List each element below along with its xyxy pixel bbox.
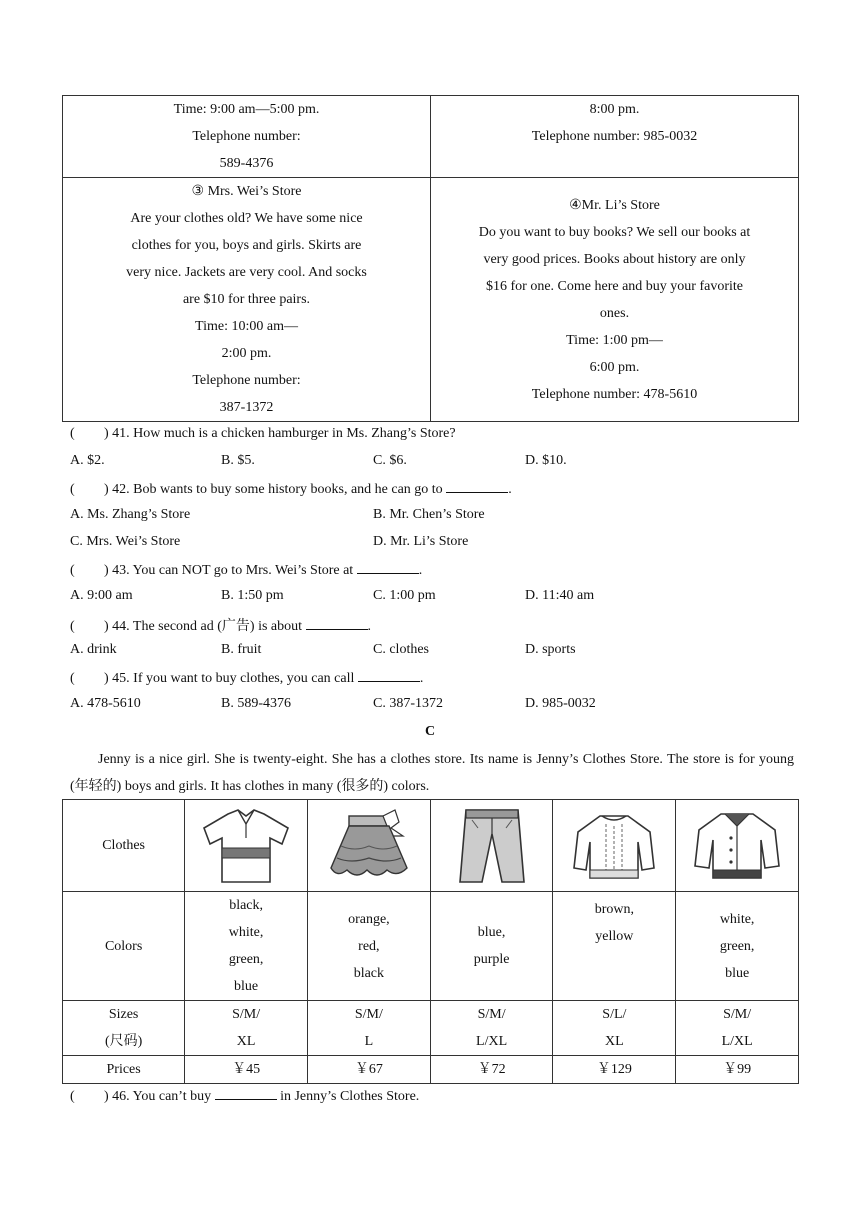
row-header-clothes: Clothes bbox=[63, 800, 185, 892]
sizes-cell bbox=[307, 1001, 430, 1056]
colors-cell bbox=[676, 892, 799, 1001]
answer-paren[interactable]: ( bbox=[70, 1089, 75, 1104]
ad-line: Time: 9:00 am—5:00 pm. bbox=[173, 102, 320, 117]
answer-paren[interactable]: ( bbox=[70, 563, 75, 578]
option-c[interactable]: C. $6. bbox=[373, 453, 407, 468]
price-cell: ￥67 bbox=[307, 1056, 430, 1084]
row-header-prices: Prices bbox=[63, 1056, 185, 1084]
answer-blank[interactable] bbox=[446, 480, 508, 493]
clothes-image-cell bbox=[185, 800, 308, 892]
size-line: L/XL bbox=[721, 1034, 753, 1049]
ad-line: ③ Mrs. Wei’s Store bbox=[191, 184, 302, 199]
question-44 bbox=[70, 615, 371, 635]
option-b[interactable]: B. fruit bbox=[221, 642, 262, 657]
ad-line: 6:00 pm. bbox=[589, 359, 640, 375]
answer-paren[interactable]: ( bbox=[70, 482, 75, 497]
row-header-sizes bbox=[63, 1001, 185, 1056]
pants-icon bbox=[431, 806, 553, 886]
color-item: yellow bbox=[595, 929, 634, 944]
question-43 bbox=[70, 561, 422, 579]
option-a[interactable]: A. $2. bbox=[70, 453, 105, 468]
ad-line: clothes for you, boys and girls. Skirts are bbox=[131, 238, 362, 253]
color-item: black, bbox=[229, 898, 264, 913]
ad-line: Time: 10:00 am— bbox=[195, 319, 298, 334]
ad-cell-mr-li bbox=[431, 178, 799, 422]
color-item: red, bbox=[358, 938, 380, 954]
ad-line: Telephone number: bbox=[192, 129, 301, 144]
ad-line: very good prices. Books about history are only bbox=[483, 251, 746, 267]
store-ads-table bbox=[62, 95, 799, 422]
size-line: XL bbox=[236, 1034, 256, 1049]
clothes-image-cell bbox=[553, 800, 676, 892]
ad-line: 387-1372 bbox=[219, 400, 274, 415]
ad-line: 8:00 pm. bbox=[589, 102, 640, 117]
option-c[interactable]: C. Mrs. Wei’s Store bbox=[70, 534, 181, 549]
option-d[interactable]: D. $10. bbox=[525, 453, 567, 468]
option-c[interactable]: C. 1:00 pm bbox=[373, 588, 436, 603]
size-line: S/L/ bbox=[602, 1007, 627, 1022]
size-line: L/XL bbox=[476, 1034, 508, 1049]
question-text-end: . bbox=[367, 619, 372, 634]
option-a[interactable]: A. drink bbox=[70, 642, 117, 657]
price-cell: ￥45 bbox=[185, 1056, 308, 1084]
ad-cell-ms-zhang-end bbox=[63, 96, 431, 178]
option-a[interactable]: A. Ms. Zhang’s Store bbox=[70, 507, 191, 522]
question-text: ) 45. If you want to buy clothes, you can call bbox=[104, 671, 358, 686]
colors-cell bbox=[553, 892, 676, 1001]
color-item: blue, bbox=[477, 925, 506, 940]
size-line: S/M/ bbox=[477, 1007, 506, 1022]
ad-line: are $10 for three pairs. bbox=[182, 292, 311, 307]
size-line: XL bbox=[605, 1034, 624, 1049]
option-d[interactable]: D. Mr. Li’s Store bbox=[373, 534, 469, 549]
price-cell: ￥129 bbox=[553, 1056, 676, 1084]
ad-cell-mrs-wei bbox=[63, 178, 431, 422]
ad-line: Telephone number: 985-0032 bbox=[531, 129, 698, 144]
passage-paragraph: Jenny is a nice girl. She is twenty-eight. She has a clothes store. Its name is Jenny’s Clothes Store. The store is for young (年轻的) boys and girls. It has clothes in many (很多的) colors. bbox=[70, 752, 794, 794]
answer-blank[interactable] bbox=[215, 1087, 277, 1100]
clothes-image-cell bbox=[676, 800, 799, 892]
option-d[interactable]: D. 985-0032 bbox=[525, 696, 596, 711]
row-header-colors: Colors bbox=[63, 892, 185, 1001]
question-text-end: . bbox=[419, 671, 424, 686]
option-b[interactable]: B. 589-4376 bbox=[221, 696, 291, 711]
color-item: orange, bbox=[348, 911, 390, 927]
size-line: S/M/ bbox=[723, 1007, 752, 1022]
question-45 bbox=[70, 669, 423, 687]
ad-line: very nice. Jackets are very cool. And socks bbox=[126, 265, 367, 280]
colors-cell bbox=[430, 892, 553, 1001]
sizes-label-cn: (尺码) bbox=[104, 1034, 143, 1049]
color-item: blue bbox=[234, 979, 259, 994]
skirt-icon bbox=[308, 806, 430, 886]
answer-blank[interactable] bbox=[358, 669, 420, 682]
question-text: ) 46. You can’t buy bbox=[104, 1089, 215, 1104]
colors-cell bbox=[185, 892, 308, 1001]
color-item: brown, bbox=[594, 902, 634, 917]
color-item: white, bbox=[228, 925, 264, 940]
sizes-cell bbox=[185, 1001, 308, 1056]
ad-line: Do you want to buy books? We sell our books at bbox=[478, 224, 751, 240]
color-item: blue bbox=[725, 965, 750, 981]
option-b[interactable]: B. 1:50 pm bbox=[221, 588, 284, 603]
size-line: S/M/ bbox=[354, 1007, 383, 1022]
section-title: C bbox=[424, 724, 436, 739]
ad-line: ④Mr. Li’s Store bbox=[569, 197, 660, 213]
ad-line: $16 for one. Come here and buy your favorite bbox=[486, 278, 743, 294]
answer-blank[interactable] bbox=[306, 617, 368, 630]
ad-line: Telephone number: bbox=[192, 373, 301, 388]
ad-line: ones. bbox=[599, 305, 630, 321]
size-line: S/M/ bbox=[232, 1007, 261, 1022]
clothes-image-cell bbox=[430, 800, 553, 892]
option-b[interactable]: B. $5. bbox=[221, 453, 255, 468]
ad-line: 2:00 pm. bbox=[221, 346, 272, 361]
ad-cell-mr-chen-end bbox=[431, 96, 799, 178]
polo-shirt-icon bbox=[185, 806, 307, 886]
price-cell: ￥72 bbox=[430, 1056, 553, 1084]
sizes-cell bbox=[430, 1001, 553, 1056]
question-text-end: . bbox=[508, 482, 512, 497]
question-42 bbox=[70, 480, 512, 498]
question-text: ) 44. The second ad (广告) is about bbox=[104, 619, 306, 634]
sizes-cell bbox=[553, 1001, 676, 1056]
question-text-end: . bbox=[418, 563, 423, 578]
ad-line: 589-4376 bbox=[219, 156, 274, 171]
sizes-cell bbox=[676, 1001, 799, 1056]
question-text: ) 43. You can NOT go to Mrs. Wei’s Store at bbox=[104, 563, 357, 578]
option-c[interactable]: C. 387-1372 bbox=[373, 696, 443, 711]
clothes-table bbox=[62, 799, 799, 1084]
question-text-end: in Jenny’s Clothes Store. bbox=[276, 1089, 420, 1104]
ad-line: Are your clothes old? We have some nice bbox=[130, 211, 363, 226]
question-text: ) 41. How much is a chicken hamburger in Ms. Zhang’s Store? bbox=[104, 426, 456, 441]
option-b[interactable]: B. Mr. Chen’s Store bbox=[373, 507, 485, 522]
colors-cell bbox=[307, 892, 430, 1001]
question-41 bbox=[70, 426, 456, 442]
color-item: white, bbox=[719, 911, 755, 927]
clothes-image-cell bbox=[307, 800, 430, 892]
option-d[interactable]: D. sports bbox=[525, 642, 576, 657]
option-a[interactable]: A. 478-5610 bbox=[70, 696, 141, 711]
ad-line: Time: 1:00 pm— bbox=[566, 332, 663, 348]
ad-line: Telephone number: 478-5610 bbox=[531, 386, 698, 402]
option-d[interactable]: D. 11:40 am bbox=[525, 588, 595, 603]
option-a[interactable]: A. 9:00 am bbox=[70, 588, 133, 603]
answer-paren[interactable]: ( bbox=[70, 426, 75, 441]
color-item: green, bbox=[719, 938, 755, 954]
option-c[interactable]: C. clothes bbox=[373, 642, 429, 657]
color-item: green, bbox=[228, 952, 264, 967]
sweater-icon bbox=[553, 806, 675, 886]
color-item: black bbox=[353, 965, 385, 981]
question-text: ) 42. Bob wants to buy some history books, and he can go to bbox=[104, 482, 447, 497]
size-line: L bbox=[364, 1034, 374, 1049]
answer-paren[interactable]: ( bbox=[70, 619, 75, 634]
answer-paren[interactable]: ( bbox=[70, 671, 75, 686]
price-cell: ￥99 bbox=[676, 1056, 799, 1084]
color-item: purple bbox=[473, 952, 510, 967]
sizes-label: Sizes bbox=[108, 1007, 139, 1022]
question-46 bbox=[70, 1087, 419, 1105]
answer-blank[interactable] bbox=[357, 561, 419, 574]
jacket-icon bbox=[676, 806, 798, 886]
